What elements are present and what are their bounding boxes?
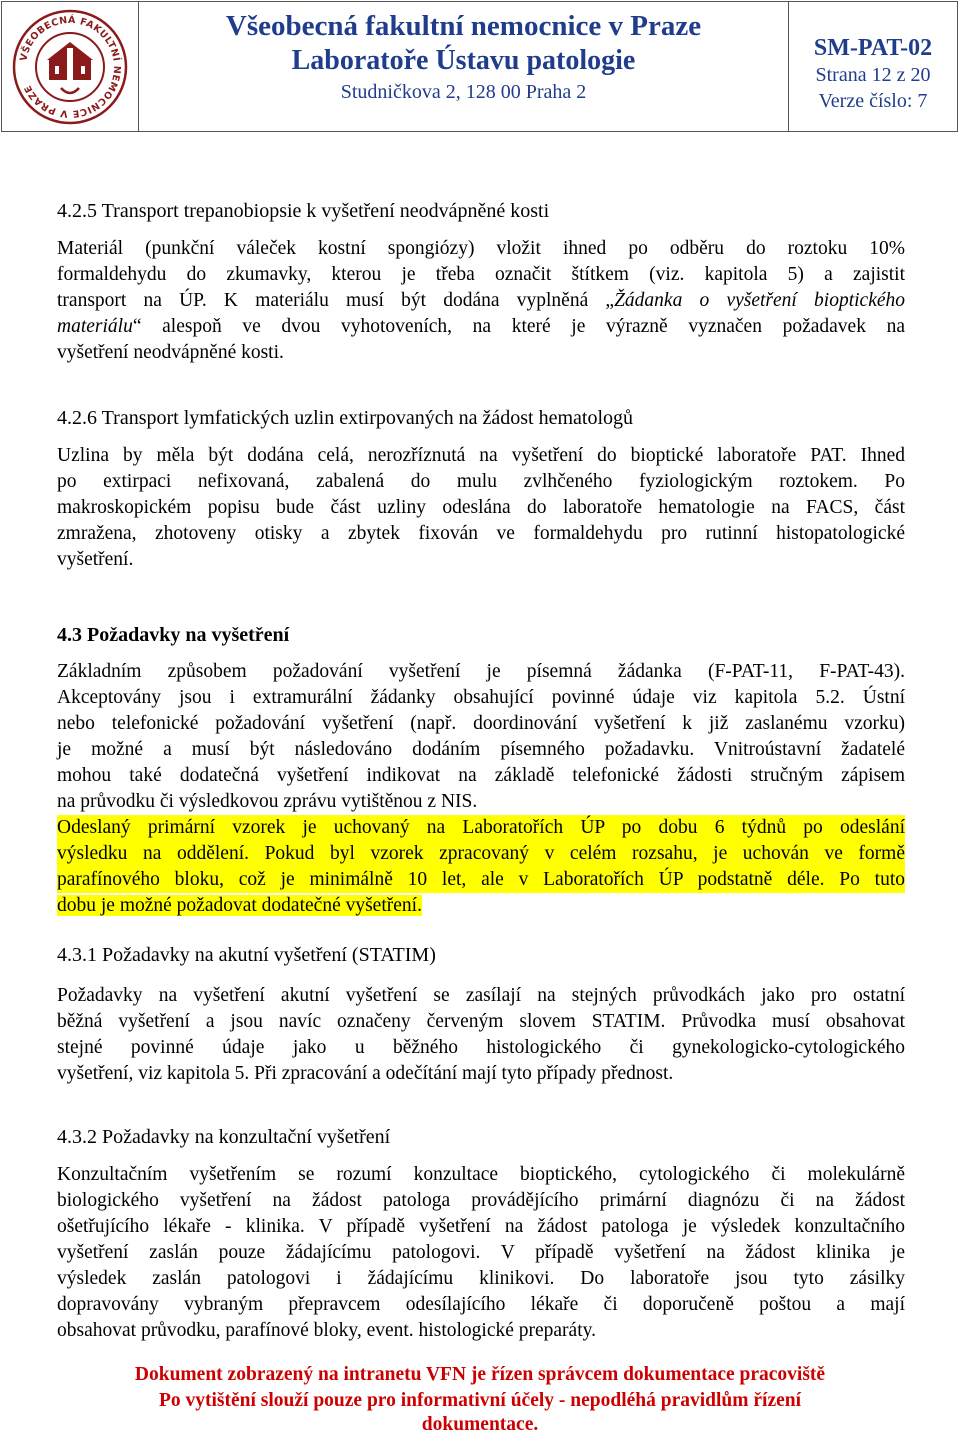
footer-notice-line: Dokument zobrazený na intranetu VFN je řízen správcem dokumentace pracoviště [134,1364,826,1385]
paragraph-line: zmražena, zhotoveny otisky a zbytek fixován ve formaldehydu pro rutinní histopatologické [57,523,905,544]
paragraph-line: nebo telefonické požadování vyšetření (např. doordinování vyšetření k již zaslanému vzorku) [57,713,905,734]
paragraph-line: biologického vyšetření na žádost patologa provádějícího primární diagnózu či na žádost [57,1190,905,1211]
highlighted-text: dobu je možné požadovat dodatečné vyšetření. [57,895,422,916]
paragraph-line: ošetřujícího lékaře - klinika. V případě vyšetření na žádost patologa je výsledek konzultačního [57,1216,905,1237]
paragraph-line: Akceptovány jsou i extramurální žádanky obsahující povinné údaje viz kapitola 5.2. Ústní [57,687,905,708]
footer-notice-line: Po vytištění slouží pouze pro informativní účely - nepodléhá pravidlům řízení [158,1390,802,1411]
doc-code: SM-PAT-02 [813,35,933,61]
address: Studničkova 2, 128 00 Praha 2 [340,81,587,103]
paragraph-line: formaldehydu do zkumavky, kterou je třeba označit štítkem (viz. kapitola 5) a zajistit [57,264,905,285]
org-title: Všeobecná fakultní nemocnice v Praze [225,10,702,42]
logo-cell [2,2,139,131]
paragraph-line: vyšetření. [57,549,134,570]
highlighted-line: Odeslaný primární vzorek je uchovaný na Laboratořích ÚP po dobu 6 týdnů po odeslání [57,815,905,841]
page-info: Strana 12 z 20 [815,64,931,86]
section-heading-4-2-5: 4.2.5 Transport trepanobiopsie k vyšetření neodvápněné kosti [57,200,550,222]
highlighted-line-last [57,893,905,919]
paragraph-line: vyšetření zaslán pouze žádajícímu patologovi. V případě vyšetření na žádost klinika je [57,1242,905,1263]
form-name-italic: Žádanka o vyšetření bioptického [614,290,905,311]
footer-notice-line: dokumentace. [421,1414,539,1435]
paragraph-line: mohou také dodatečná vyšetření indikovat na základě telefonické žádosti stručným zápisem [57,765,905,786]
paragraph-line [57,288,905,314]
section-heading-4-3: 4.3 Požadavky na vyšetření [57,624,290,646]
hospital-logo-icon [11,8,129,126]
section-heading-4-3-1: 4.3.1 Požadavky na akutní vyšetření (STATIM) [57,944,436,966]
highlighted-line: parafínového bloku, což je minimálně 10 let, ale v Laboratořích ÚP podstatně déle. Po tuto [57,867,905,893]
header-titles [139,2,789,131]
paragraph-line: běžná vyšetření a jsou navíc označeny červeným slovem STATIM. Průvodka musí obsahovat [57,1011,905,1032]
paragraph-line: Konzultačním vyšetřením se rozumí konzultace bioptického, cytologického či molekulárně [57,1164,905,1185]
paragraph-line: stejné povinné údaje jako u běžného histologického či gynekologicko-cytologického [57,1037,905,1058]
paragraph-line [57,314,905,340]
lab-title: Laboratoře Ústavu patologie [291,45,636,76]
header-doc-info [789,2,957,131]
text-run: “ alespoň ve dvou vyhotoveních, na které je výrazně vyznačen požadavek na [132,316,905,337]
paragraph-line: na průvodku či výsledkovou zprávu vytištěnou z NIS. [57,791,478,812]
paragraph-line: Materiál (punkční váleček kostní spongiózy) vložit ihned po odběru do roztoku 10% [57,238,905,259]
text-run: transport na ÚP. K materiálu musí být dodána vyplněná „ [57,290,615,311]
paragraph-line: Uzlina by měla být dodána celá, nerozříznutá na vyšetření do bioptické laboratoře PAT. Ihned [57,445,905,466]
paragraph-line: po extirpaci nefixovaná, zabalená do mulu zvlhčeného fyziologickým roztokem. Po [57,471,905,492]
logo-ring-text: VŠEOBECNÁ FAKULTNÍ NEMOCNICE V PRAZE [18,14,123,119]
paragraph-line: vyšetření neodvápněné kosti. [57,342,284,363]
section-heading-4-3-2: 4.3.2 Požadavky na konzultační vyšetření [57,1126,391,1148]
highlighted-line: výsledku na oddělení. Pokud byl vzorek zpracovaný v celém rozsahu, je uchován ve formě [57,841,905,867]
version: Verze číslo: 7 [818,90,928,112]
section-heading-4-2-6: 4.2.6 Transport lymfatických uzlin extirpovaných na žádost hematologů [57,407,633,429]
paragraph-line: Požadavky na vyšetření akutní vyšetření se zasílají na stejných průvodkách jako pro ostatní [57,985,905,1006]
paragraph-line: výsledek zaslán patologovi i žádajícímu klinikovi. Do laboratoře jsou tyto zásilky [57,1268,905,1289]
paragraph-line: je možné a musí být následováno dodáním písemného požadavku. Vnitroústavní žadatelé [57,739,905,760]
paragraph-line: Základním způsobem požadování vyšetření je písemná žádanka (F-PAT-11, F-PAT-43). [57,661,905,682]
paragraph-line: vyšetření, viz kapitola 5. Při zpracování a odečítání mají tyto případy přednost. [57,1063,674,1084]
document-header [1,1,958,132]
paragraph-line: makroskopickém popisu bude část uzliny odeslána do laboratoře hematologie na FACS, část [57,497,905,518]
paragraph-line: dopravovány vybraným přepravcem odesílajícího lékaře či doporučeně poštou a mají [57,1294,905,1315]
form-name-italic: materiálu [57,316,133,337]
paragraph-line: obsahovat průvodku, parafínové bloky, event. histologické preparáty. [57,1320,596,1341]
